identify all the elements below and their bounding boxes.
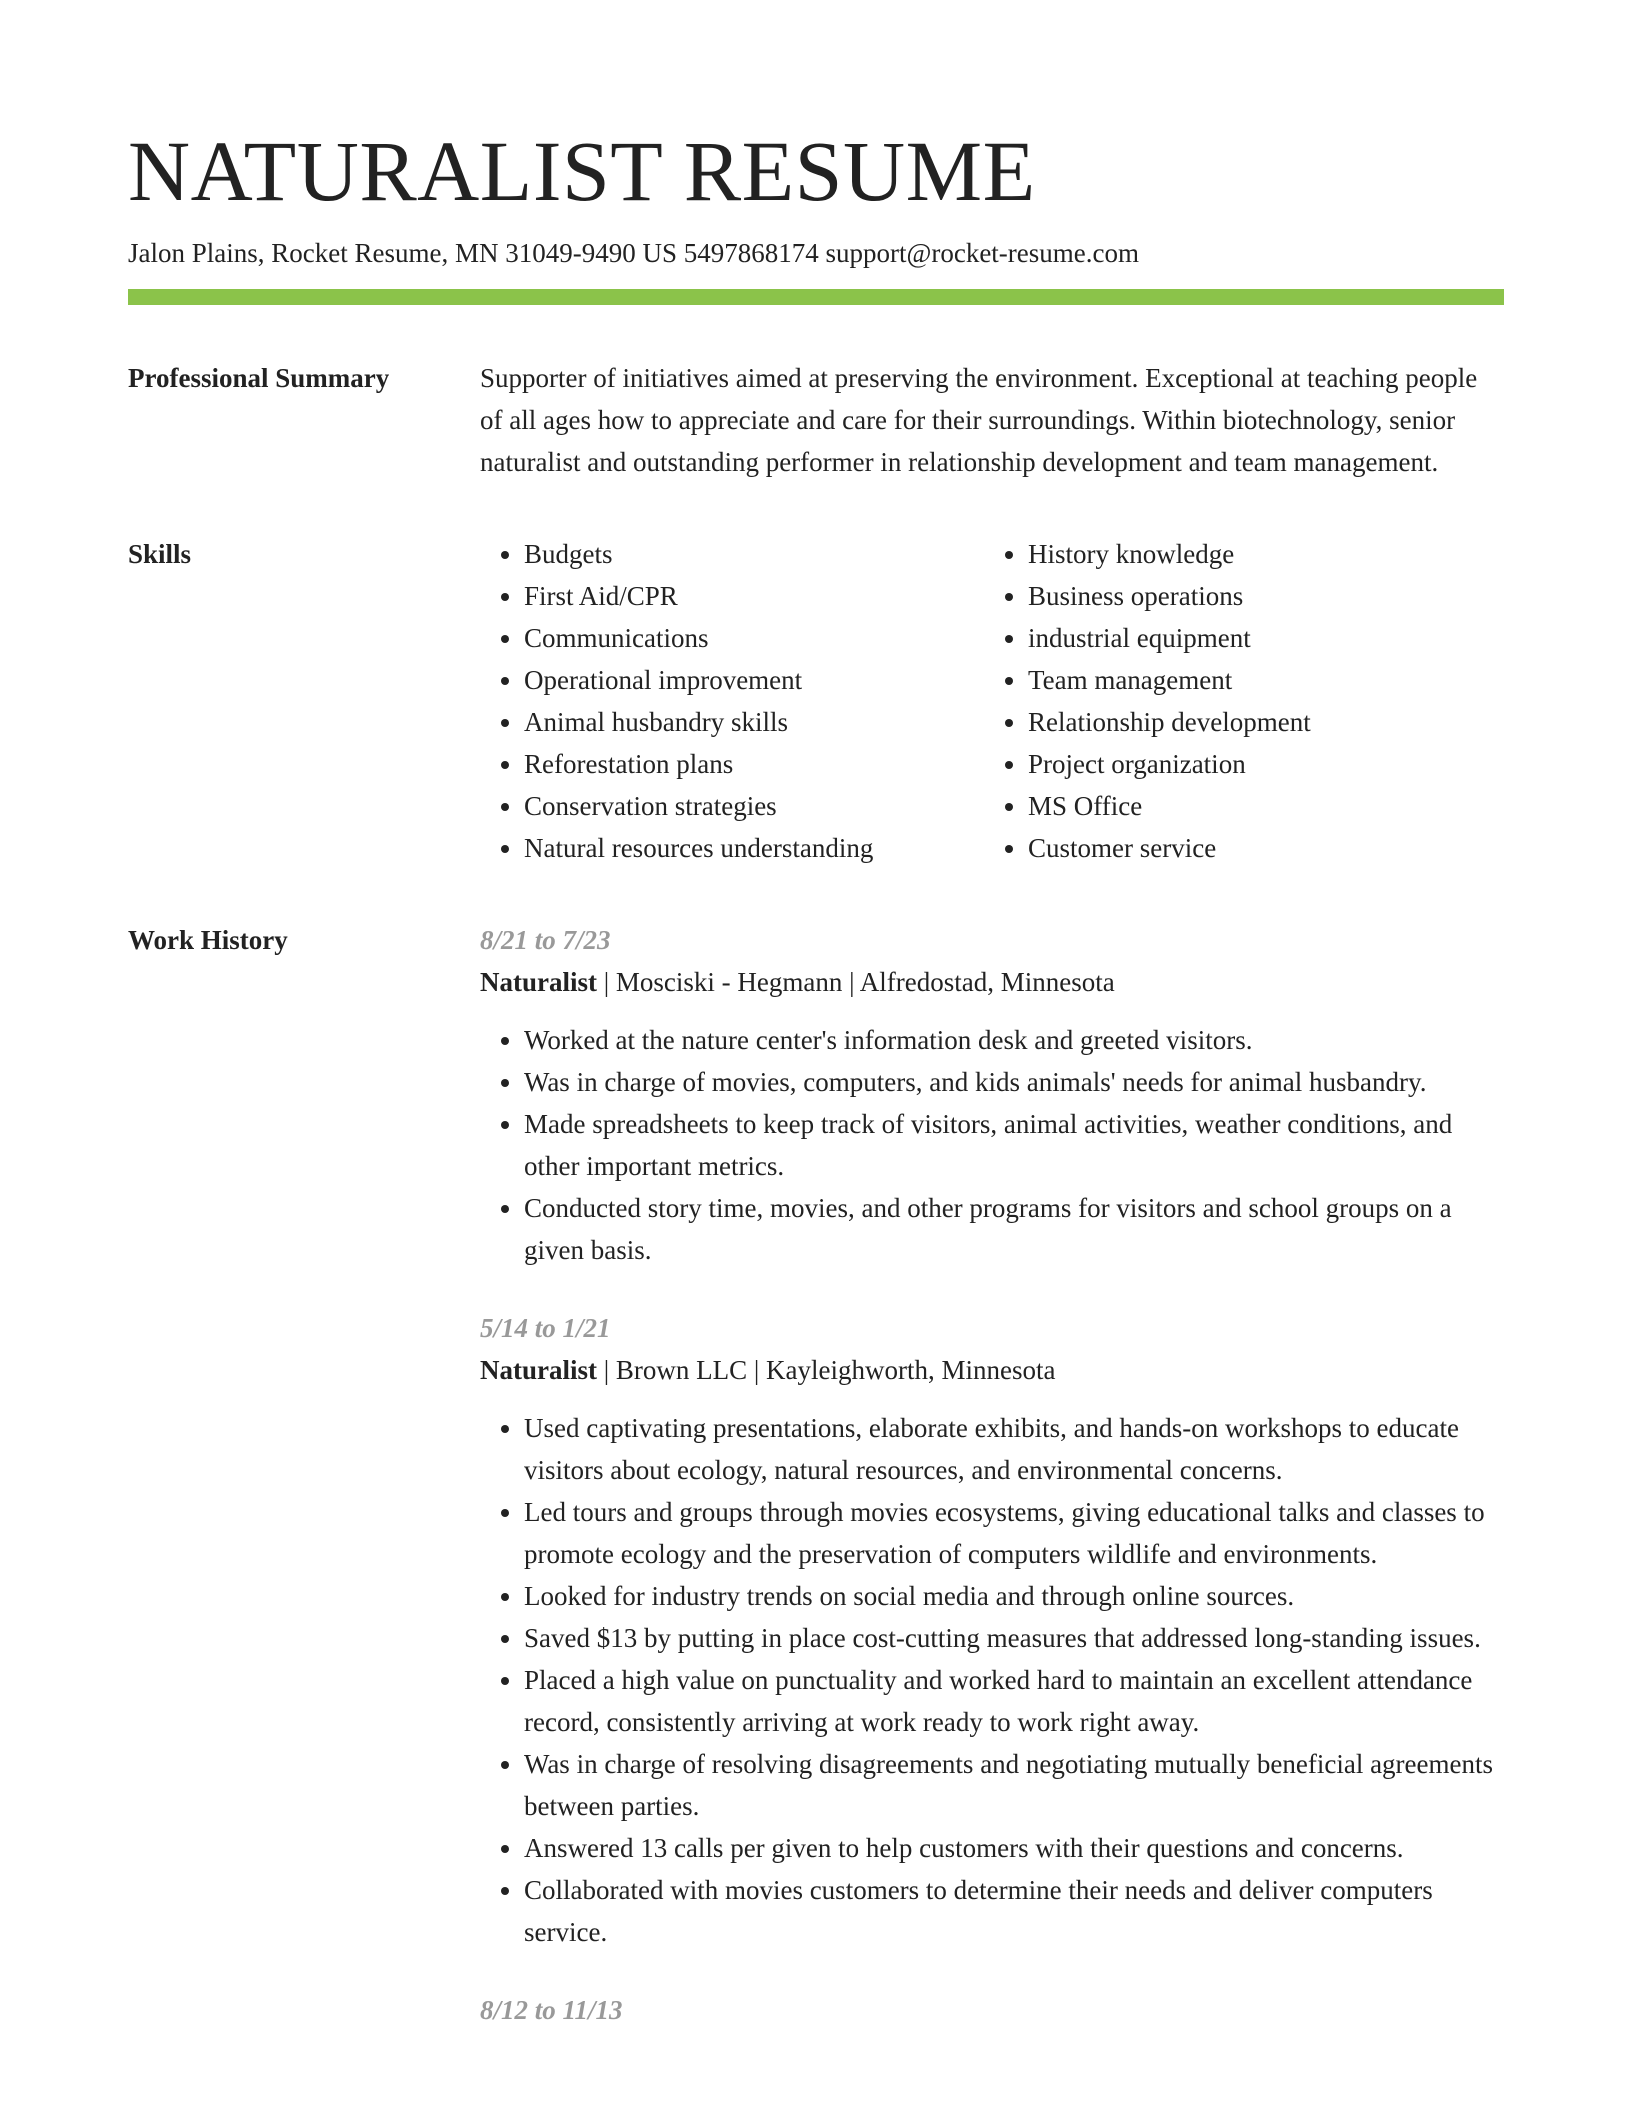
- skill-item: • Business operations: [1028, 575, 1311, 617]
- job-bullet: • Placed a high value on punctuality and worked hard to maintain an excellent attendance record, consistently arriving at work ready to work right away.: [524, 1659, 1504, 1743]
- job-bullet: • Led tours and groups through movies ecosystems, giving educational talks and classes to promote ecology and the preservation of computers wildlife and environments.: [524, 1491, 1504, 1575]
- section-label-summary: Professional Summary: [128, 363, 390, 393]
- skill-item: • Communications: [524, 617, 984, 659]
- skill-item: • Natural resources understanding: [524, 827, 984, 869]
- skill-item: • Project organization: [1028, 743, 1311, 785]
- job-title: Naturalist: [480, 1355, 597, 1385]
- job-entry: [480, 1307, 1504, 1953]
- skills-list-right: [984, 533, 1311, 869]
- job-details: | Brown LLC | Kayleighworth, Minnesota: [597, 1355, 1056, 1385]
- skill-item: • Customer service: [1028, 827, 1311, 869]
- skills-list-left: [480, 533, 984, 869]
- job-dates: 8/12 to 11/13: [480, 1995, 623, 2025]
- summary-text: Supporter of initiatives aimed at preserving the environment. Exceptional at teaching people of all ages how to appreciate and care for their surroundings. Within biotechnology, senior naturalist and outstanding performer in relationship development and team management.: [480, 363, 1478, 477]
- job-bullet: • Worked at the nature center's information desk and greeted visitors.: [524, 1019, 1504, 1061]
- skill-item: • Budgets: [524, 533, 984, 575]
- skills-section: [128, 533, 1504, 869]
- job-title: Naturalist: [480, 967, 597, 997]
- job-bullet: • Was in charge of resolving disagreements and negotiating mutually beneficial agreements between parties.: [524, 1743, 1504, 1827]
- job-bullet: • Answered 13 calls per given to help customers with their questions and concerns.: [524, 1827, 1504, 1869]
- skill-item: • Animal husbandry skills: [524, 701, 984, 743]
- skill-item: • industrial equipment: [1028, 617, 1311, 659]
- contact-line: Jalon Plains, Rocket Resume, MN 31049-9490 US 5497868174 support@rocket-resume.com: [128, 238, 1139, 268]
- skill-item: • First Aid/CPR: [524, 575, 984, 617]
- job-details: | Mosciski - Hegmann | Alfredostad, Minnesota: [597, 967, 1115, 997]
- job-bullets: [480, 1407, 1504, 1953]
- job-bullet: • Looked for industry trends on social media and through online sources.: [524, 1575, 1504, 1617]
- resume-title: NATURALIST RESUME: [128, 123, 1036, 219]
- skill-item: • MS Office: [1028, 785, 1311, 827]
- job-heading: [480, 961, 1504, 1003]
- job-heading: [480, 1349, 1504, 1391]
- job-dates: 8/21 to 7/23: [480, 925, 611, 955]
- skill-item: • Relationship development: [1028, 701, 1311, 743]
- skill-item: • History knowledge: [1028, 533, 1311, 575]
- job-bullet: • Made spreadsheets to keep track of visitors, animal activities, weather conditions, and other important metrics.: [524, 1103, 1504, 1187]
- job-entry: [480, 1989, 1504, 2031]
- work-history-section: [128, 919, 1504, 2067]
- skill-item: • Team management: [1028, 659, 1311, 701]
- accent-divider: [128, 289, 1504, 305]
- job-bullets: [480, 1019, 1504, 1271]
- section-label-work-history: Work History: [128, 925, 288, 955]
- job-bullet: • Collaborated with movies customers to determine their needs and deliver computers service.: [524, 1869, 1504, 1953]
- job-bullet: • Saved $13 by putting in place cost-cutting measures that addressed long-standing issues.: [524, 1617, 1504, 1659]
- section-label-skills: Skills: [128, 539, 192, 569]
- job-bullet: • Was in charge of movies, computers, and kids animals' needs for animal husbandry.: [524, 1061, 1504, 1103]
- skill-item: • Operational improvement: [524, 659, 984, 701]
- job-bullet: • Used captivating presentations, elaborate exhibits, and hands-on workshops to educate visitors about ecology, natural resources, and environmental concerns.: [524, 1407, 1504, 1491]
- skill-item: • Reforestation plans: [524, 743, 984, 785]
- summary-section: [128, 357, 1504, 483]
- job-entry: [480, 919, 1504, 1271]
- skill-item: • Conservation strategies: [524, 785, 984, 827]
- job-dates: 5/14 to 1/21: [480, 1313, 611, 1343]
- job-bullet: • Conducted story time, movies, and other programs for visitors and school groups on a given basis.: [524, 1187, 1504, 1271]
